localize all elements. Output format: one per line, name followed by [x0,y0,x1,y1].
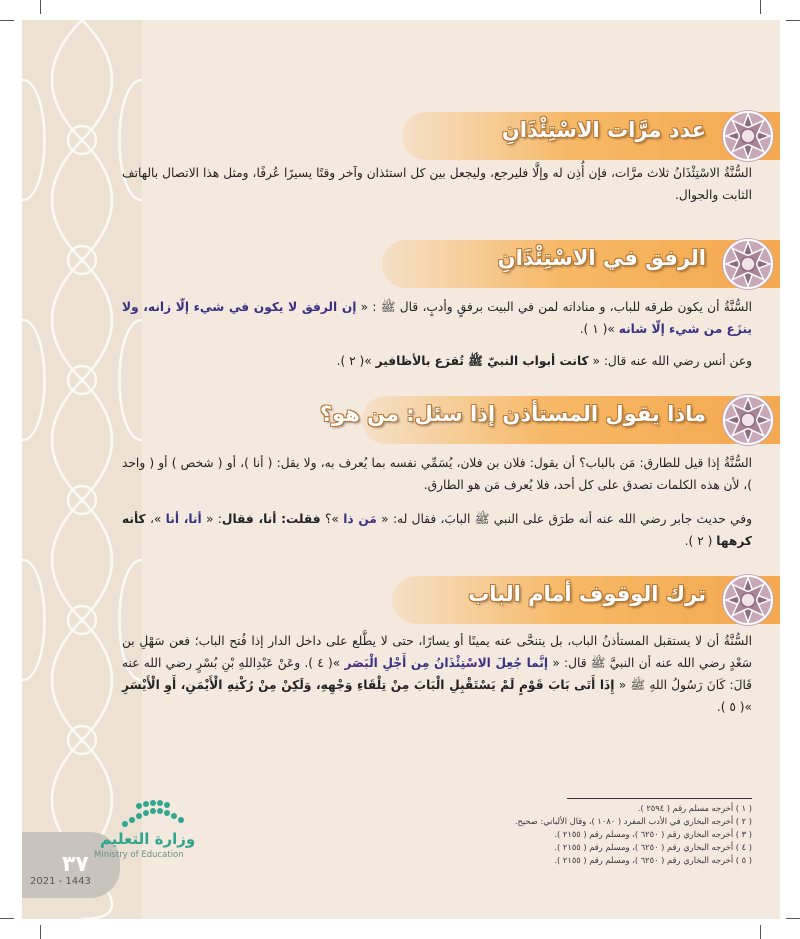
crop-mark [760,0,761,14]
section-title: عدد مرَّات الاسْتِئْذَانِ [501,118,706,142]
body-text: السُّنَّةُ إذا قيل للطارق: مَن بالباب؟ أن يقول: فلان بن فلان، يُسَمِّي نفسه بما يُعرف به، ولا يقل: ( أنا )، أو ( شخص ) أو ( واحد )، لأن هذه الكلمات تصدق على كل أحد، فلا يُعرف مَن هو الطارق. [122,456,752,492]
hadith-text: مَن ذا [343,512,377,526]
body-text: »؟ [320,512,344,526]
rosette-ornament-icon [720,572,776,628]
section-header-3 [319,396,780,444]
body-text: »( ١ ). [579,322,619,336]
crop-mark [40,925,41,939]
logo-name-en: Ministry of Education [94,850,184,860]
crop-mark [760,925,761,939]
emphasis-text: فقلت: أنا، فقال [221,512,321,526]
page-number: ٣٧ [62,852,89,877]
footnote: ( ٤ ) أخرجه البخاري رقم ( ٦٢٥٠ )، ومسلم رقم ( ٢١٥٥ ). [554,842,752,852]
paragraph [122,350,752,372]
body-text: السُّنَّةُ أن يكون طرقه للباب، و مناداته لمن في البيت برفقٍ وأدبٍ، قال ﷺ : « [356,300,752,314]
footnote: ( ٢ ) أخرجه البخاري في الأدب المفرد ( ١٠٨٠ )، وقال الألباني: صحيح. [514,816,752,826]
body-text: »، [145,512,166,526]
hadith-text: أنا، أنا [165,512,202,526]
crop-mark [40,0,41,14]
emphasis-text: كأنه كرهها [122,512,752,548]
rosette-ornament-icon [720,236,776,292]
footnote: ( ٥ ) أخرجه البخاري رقم ( ٦٢٥٠ )، ومسلم رقم ( ٢١٥٥ ). [554,855,752,865]
paragraph [122,162,752,206]
section-title: ترك الوقوف أمام الباب [468,582,706,606]
body-text: ( ٢ ). [684,534,717,548]
textbook-page [22,20,780,919]
rosette-ornament-icon [720,392,776,448]
logo-name-ar: وزارة التعليم [100,830,196,848]
body-text: »( ٢ ). [336,354,376,368]
logo-mark-icon [120,800,190,830]
body-text: »( ٤ ). وعَنْ عَبْدِاللهِ بْنِ بُسْرٍ رضي الله عنه قَالَ: كَانَ رَسُولُ اللهِ ﷺ « [122,656,752,692]
paragraph [122,508,752,552]
paragraph [122,452,752,496]
section-title: الرفق في الاسْتِئْذَانِ [497,246,706,270]
emphasis-text: إِذَا أَتَى بَابَ قَوْمٍ لَمْ يَسْتَقْبِلِ الْبَابَ مِنْ تِلْقَاءِ وَجْهِهِ، وَلَكِنْ مِنْ رُكْنِهِ الْأَيْمَنِ، أَوِ الْأَيْسَرِ [122,678,615,692]
ministry-logo [82,800,212,880]
footnote-divider [567,798,752,799]
emphasis-text: كانت أبواب النبيّ ﷺ تُقرَع بالأظافير [375,354,589,368]
crop-mark [786,20,800,21]
paragraph [122,296,752,340]
crop-mark [786,918,800,919]
footnote: ( ٣ ) أخرجه البخاري رقم ( ٦٢٥٠ )، ومسلم رقم ( ٢١٥٥ ). [554,829,752,839]
rosette-ornament-icon [720,108,776,164]
body-text: وفي حديث جابر رضي الله عنه أنه طرَق على النبي ﷺ البابَ، فقال له: « [376,512,752,526]
crop-mark [0,918,14,919]
edition-year: 2021 - 1443 [30,876,91,887]
body-text: »( ٥ ). [716,700,752,714]
body-text: السُّنَّةُ أن لا يستقبل المستأذنُ الباب، بل يتنحَّى عنه يمينًا أو يسارًا، حتى لا يطَّلع على داخل الدار إذا فُتح الباب؛ فعن سَهْلِ بن سَعْدٍ رضي الله عنه أن النبيَّ ﷺ قال: « [122,634,752,670]
footnote: ( ١ ) أخرجه مسلم رقم ( ٢٥٩٤ ). [637,803,752,813]
section-header-4 [392,576,780,624]
section-header-1 [402,112,780,160]
crop-mark [0,20,14,21]
section-header-2 [382,240,780,288]
hadith-text: إن الرفق لا يكون في شيء إلّا زانه، ولا ينزَع من شيء إلّا شانه [122,300,752,336]
body-text: : « [201,512,222,526]
body-text: وعن أنس رضي الله عنه قال: « [588,354,752,368]
hadith-text: إنَّما جُعِلَ الاسْتِئْذَانُ مِن أَجْلِ الْبَصَر [344,656,549,670]
footnotes [322,802,752,867]
body-text: السُّنَّةُ الاسْتِئْذَانُ ثلاث مرَّات، فإن أُذِن له وإلَّا فليرجع، وليجعل بين كل استئذان وآخر وقتًا يسيرًا عُرفًا، ومثل هذا الاتصال بالهاتف الثابت والجوال. [122,166,752,202]
paragraph [122,630,752,718]
section-title: ماذا يقول المستأذن إذا سئل: من هو؟ [319,402,706,426]
